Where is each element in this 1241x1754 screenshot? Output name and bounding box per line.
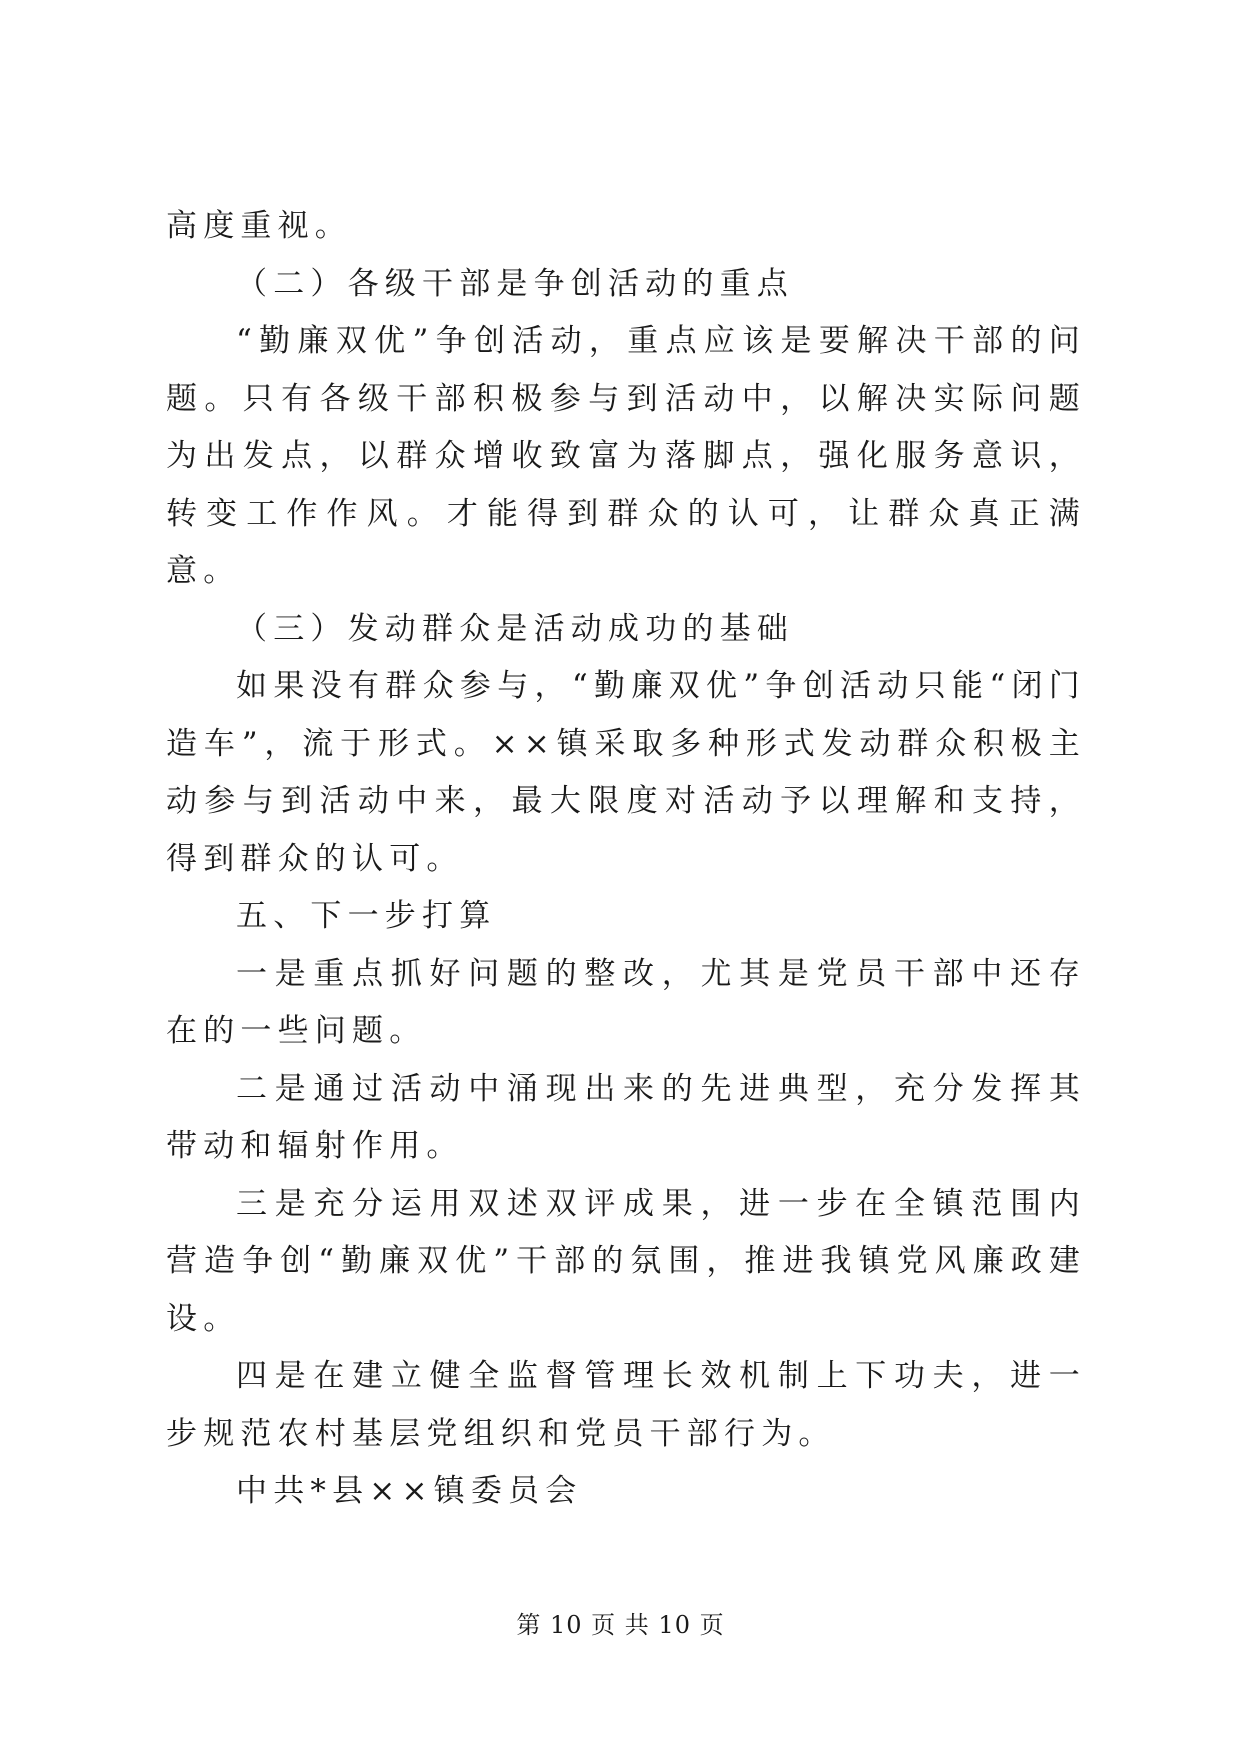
paragraph-mobilize-masses: 如果没有群众参与，“勤廉双优”争创活动只能“闭门造车”，流于形式。××镇采取多种形式发动群众积极主动参与到活动中来，最大限度对活动予以理解和支持，得到群众的认可。 (166, 668, 1086, 877)
paragraph-cadres-focus: “勤廉双优”争创活动，重点应该是要解决干部的问题。只有各级干部积极参与到活动中，以解决实际问题为出发点，以群众增收致富为落脚点，强化服务意识，转变工作作风。才能得到群众的认可，让群众真正满意。 (166, 323, 1086, 589)
document-body (166, 198, 1086, 1521)
page-number: 第 10 页 共 10 页 (516, 1611, 725, 1639)
section-heading-next-steps: 五、下一步打算 (236, 898, 497, 934)
section-heading-2: （二）各级干部是争创活动的重点 (236, 265, 794, 302)
page-footer (0, 1610, 1241, 1640)
signature-line: 中共*县××镇委员会 (236, 1473, 583, 1509)
paragraph-step-3: 三是充分运用双述双评成果，进一步在全镇范围内营造争创“勤廉双优”干部的氛围，推进我镇党风廉政建设。 (166, 1185, 1086, 1337)
paragraph-step-4: 四是在建立健全监督管理长效机制上下功夫，进一步规范农村基层党组织和党员干部行为。 (166, 1358, 1086, 1452)
paragraph-step-2: 二是通过活动中涌现出来的先进典型，充分发挥其带动和辐射作用。 (166, 1070, 1086, 1164)
section-heading-3: （三）发动群众是活动成功的基础 (236, 610, 794, 647)
paragraph-continuation: 高度重视。 (166, 208, 352, 244)
paragraph-step-1: 一是重点抓好问题的整改，尤其是党员干部中还存在的一些问题。 (166, 955, 1086, 1049)
